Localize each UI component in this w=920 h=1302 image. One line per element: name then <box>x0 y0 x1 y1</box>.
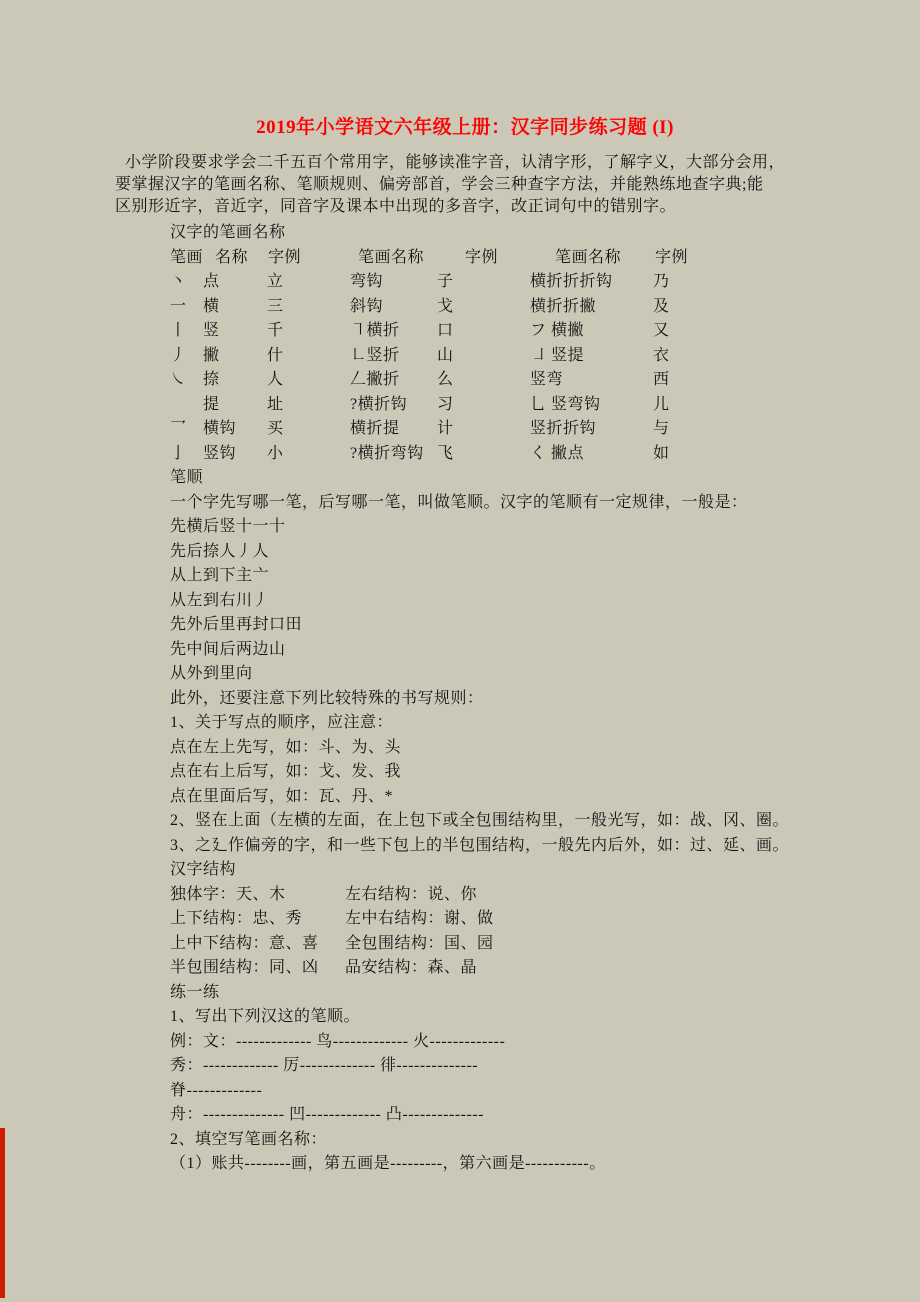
stroke-cell: 丶 <box>170 273 187 291</box>
stroke-order-rule: 先横后竖十一十 <box>170 518 286 536</box>
practice-question-1: 1、写出下列汉这的笔顺。 <box>170 1008 361 1026</box>
stroke-table-row <box>115 393 815 418</box>
table-header-cell: 字例 <box>655 248 689 266</box>
table-header-cell: 笔画名称 <box>555 248 622 266</box>
stroke-table-row <box>115 417 815 442</box>
stroke-cell: 一 <box>170 297 187 315</box>
stroke-cell: 戈 <box>437 297 454 315</box>
document-title: 2019年小学语文六年级上册：汉字同步练习题 (I) <box>256 117 674 138</box>
stroke-cell: ㇏ <box>170 371 187 389</box>
stroke-cell: く 撇点 <box>530 444 585 462</box>
table-header-cell: 字例 <box>465 248 499 266</box>
stroke-cell: 𠃋撇折 <box>350 371 400 389</box>
stroke-table-body <box>115 270 815 466</box>
practice-answer-line: 秀：------------- 厉------------- 徘-------------- <box>170 1057 479 1075</box>
structure-row <box>115 907 815 932</box>
structure-row <box>115 956 815 981</box>
stroke-cell: 衣 <box>653 346 670 364</box>
stroke-order-rule: 从上到下主亠 <box>170 567 270 585</box>
structure-row <box>115 883 815 908</box>
stroke-cell: 人 <box>267 371 284 389</box>
structure-item: 半包围结构：同、凶 <box>170 959 319 977</box>
table-header-cell: 笔画 <box>170 248 204 266</box>
stroke-cell: 什 <box>267 346 284 364</box>
stroke-order-rule: 先外后里再封口田 <box>170 616 303 634</box>
stroke-cell: 横折提 <box>350 420 400 438</box>
stroke-cell: ㇗竖折 <box>350 346 400 364</box>
stroke-cell: 如 <box>653 444 670 462</box>
table-header-cell: 笔画名称 <box>358 248 425 266</box>
special-rule: 点在左上先写，如：斗、为、头 <box>170 738 402 756</box>
stroke-cell: 与 <box>653 420 670 438</box>
stroke-cell: 计 <box>437 420 454 438</box>
stroke-table-row <box>115 344 815 369</box>
stroke-cell: 习 <box>437 395 454 413</box>
stroke-cell: 三 <box>267 297 284 315</box>
stroke-cell: フ 横撇 <box>530 322 585 340</box>
stroke-cell: ㇕横折 <box>350 322 400 340</box>
section-heading-stroke-order: 笔顺 <box>170 469 204 487</box>
stroke-cell: 儿 <box>653 395 670 413</box>
special-rule: 点在右上后写，如：戈、发、我 <box>170 763 402 781</box>
structure-item: 左右结构：说、你 <box>345 885 478 903</box>
section-heading-character-structure: 汉字结构 <box>170 861 237 879</box>
structure-item: 上下结构：忠、秀 <box>170 910 303 928</box>
practice-answer-line: 脊------------- <box>170 1081 263 1099</box>
stroke-table-row <box>115 442 815 467</box>
stroke-cell: 竖钩 <box>203 444 237 462</box>
stroke-cell: 丨 <box>170 322 187 340</box>
structure-item: 左中右结构：谢、做 <box>345 910 494 928</box>
stroke-cell: 山 <box>437 346 454 364</box>
stroke-cell: 乚 竖弯钩 <box>530 395 601 413</box>
stroke-order-rule: 从外到里向 <box>170 665 253 683</box>
stroke-cell: 西 <box>653 371 670 389</box>
practice-answer-line: 例：文：------------- 鸟------------- 火------------- <box>170 1032 506 1050</box>
special-rule: 点在里面后写，如：瓦、丹、* <box>170 787 394 805</box>
stroke-cell: 乛 <box>170 420 187 438</box>
stroke-cell: 立 <box>267 273 284 291</box>
stroke-cell: 提 <box>203 395 220 413</box>
stroke-cell: ?横折钩 <box>350 395 408 413</box>
stroke-cell: 撇 <box>203 346 220 364</box>
stroke-cell: 点 <box>203 273 220 291</box>
stroke-order-rule: 先中间后两边山 <box>170 640 286 658</box>
section-heading-stroke-names: 汉字的笔画名称 <box>170 224 286 242</box>
stroke-cell: 买 <box>267 420 284 438</box>
stroke-order-intro: 一个字先写哪一笔，后写哪一笔，叫做笔顺。汉字的笔顺有一定规律，一般是： <box>170 493 748 511</box>
stroke-order-rule: 先后捺人丿人 <box>170 542 270 560</box>
stroke-cell: 址 <box>267 395 284 413</box>
stroke-cell: 小 <box>267 444 284 462</box>
document-body <box>115 221 815 1177</box>
stroke-cell: 乃 <box>653 273 670 291</box>
table-header-cell: 字例 <box>268 248 302 266</box>
stroke-cell: 丿 <box>170 346 187 364</box>
section-heading-practice: 练一练 <box>170 983 220 1001</box>
structure-item: 全包围结构：国、园 <box>345 934 494 952</box>
stroke-cell: 子 <box>437 273 454 291</box>
document-content <box>115 0 815 1177</box>
stroke-cell: 横折折撇 <box>530 297 597 315</box>
stroke-cell: 及 <box>653 297 670 315</box>
stroke-cell: 口 <box>437 322 454 340</box>
stroke-cell: 弯钩 <box>350 273 384 291</box>
stroke-cell: ㇘ 竖提 <box>530 346 585 364</box>
special-rule: 2、竖在上面（左横的左面，在上包下或全包围结构里，一般光写，如：战、冈、圈。 <box>170 812 790 830</box>
stroke-table-row <box>115 295 815 320</box>
table-header-cell: 名称 <box>215 248 249 266</box>
stroke-cell: 竖折折钩 <box>530 420 597 438</box>
stroke-cell: 又 <box>653 322 670 340</box>
intro-line: 区别形近字，音近字，同音字及课本中出现的多音字，改正词句中的错别字。 <box>115 197 677 215</box>
special-rule: 1、关于写点的顺序，应注意： <box>170 714 394 732</box>
stroke-cell: 竖 <box>203 322 220 340</box>
stroke-table-row <box>115 270 815 295</box>
special-rules-intro: 此外，还要注意下列比较特殊的书写规则： <box>170 689 484 707</box>
stroke-order-rule: 从左到右川丿 <box>170 591 270 609</box>
stroke-cell: 横 <box>203 297 220 315</box>
stroke-cell: 横折折折钩 <box>530 273 613 291</box>
structure-item: 上中下结构：意、喜 <box>170 934 319 952</box>
stroke-cell: 飞 <box>437 444 454 462</box>
stroke-table-row <box>115 368 815 393</box>
stroke-cell: 捺 <box>203 371 220 389</box>
stroke-cell: 斜钩 <box>350 297 384 315</box>
stroke-cell: 千 <box>267 322 284 340</box>
stroke-cell: 横钩 <box>203 420 237 438</box>
stroke-cell: 么 <box>437 371 454 389</box>
practice-question-2: 2、填空写笔画名称： <box>170 1130 328 1148</box>
intro-paragraph <box>115 152 815 217</box>
stroke-cell: 竖弯 <box>530 371 564 389</box>
practice-fill-blank-line: （1）账共--------画，第五画是---------，第六画是-----------。 <box>170 1155 606 1173</box>
structure-item: 独体字：天、木 <box>170 885 286 903</box>
stroke-table-header <box>115 246 815 271</box>
stroke-cell: 亅 <box>170 444 187 462</box>
intro-line: 小学阶段要求学会二千五百个常用字，能够读准字音，认清字形，了解字义，大部分会用， <box>125 154 786 171</box>
structure-row <box>115 932 815 957</box>
intro-line: 要掌握汉字的笔画名称、笔顺规则、偏旁部首，学会三种查字方法，并能熟练地查字典;能 <box>115 175 764 193</box>
left-edge-red-mark <box>0 1128 5 1298</box>
stroke-cell: ?横折弯钩 <box>350 444 424 462</box>
structure-item: 品安结构：森、晶 <box>345 959 478 977</box>
practice-answer-line: 舟：-------------- 凹------------- 凸-------------- <box>170 1106 484 1124</box>
stroke-table-row <box>115 319 815 344</box>
special-rule: 3、之廴作偏旁的字，和一些下包上的半包围结构，一般先内后外，如：过、延、画。 <box>170 836 790 854</box>
